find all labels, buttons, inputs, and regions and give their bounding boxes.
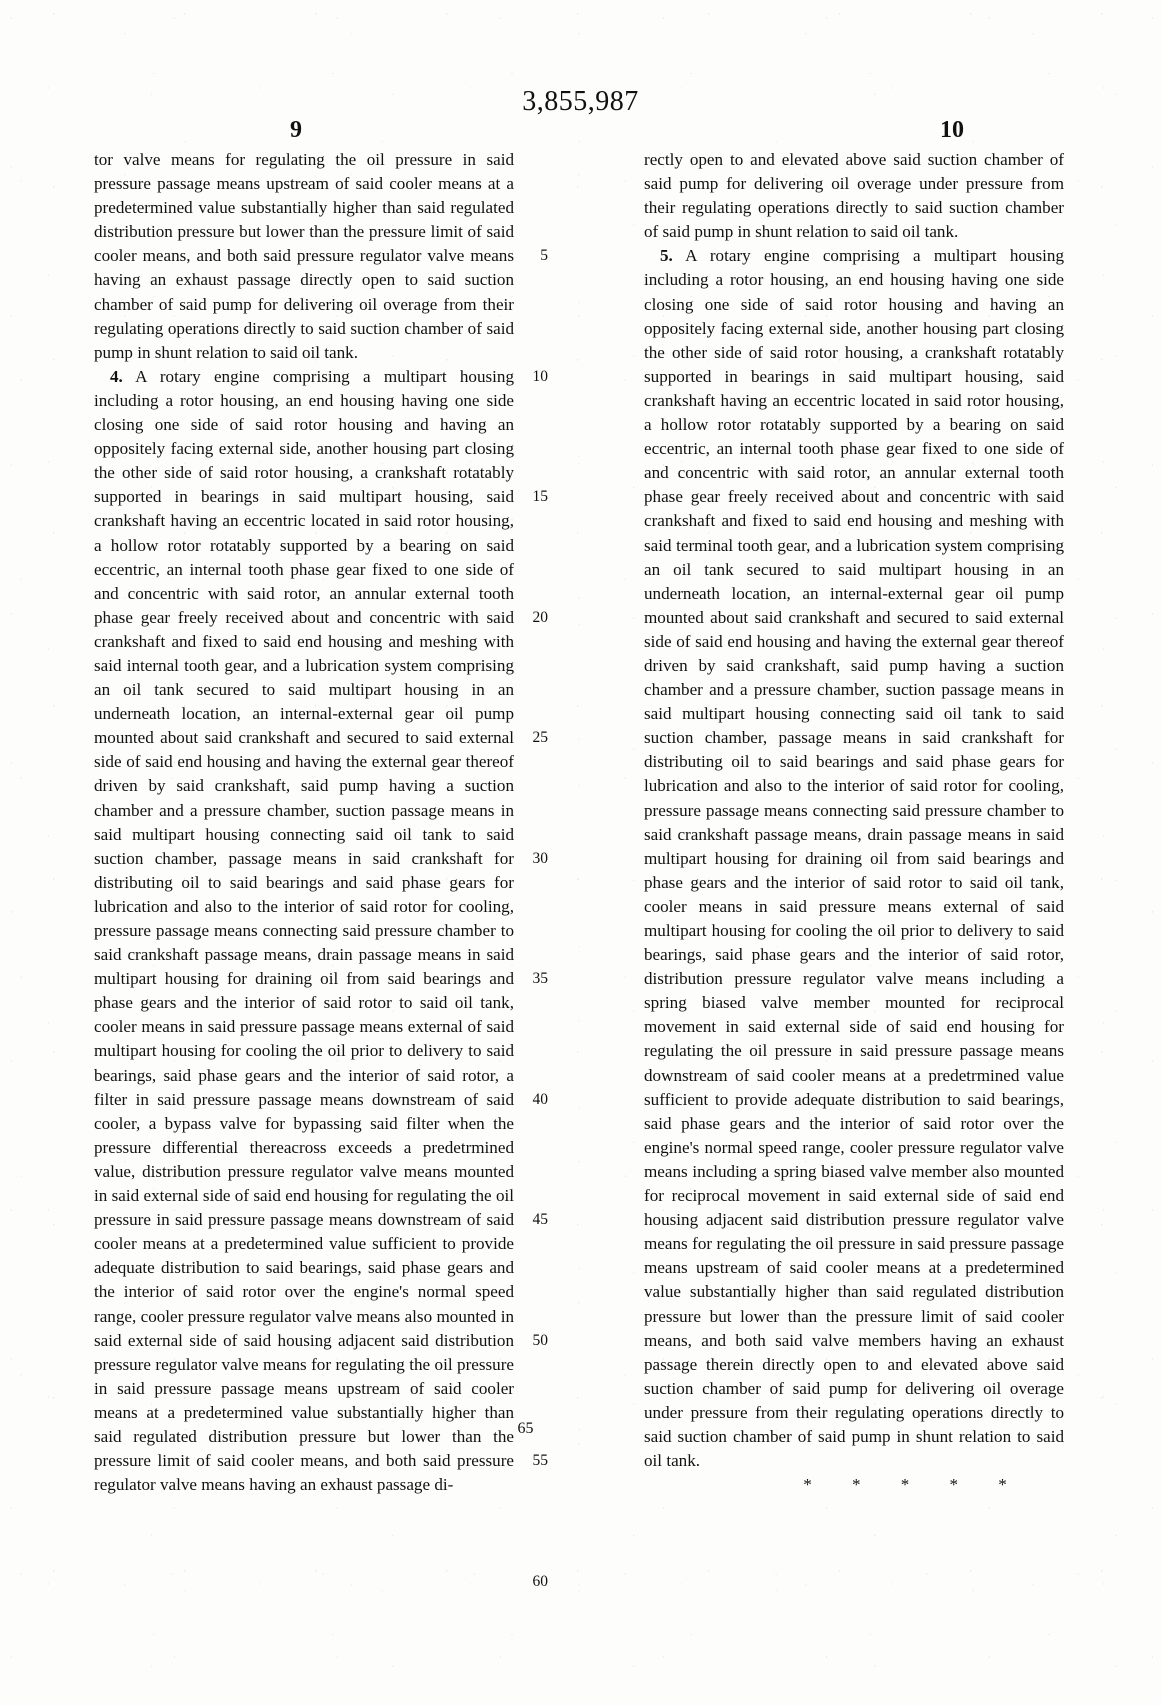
footer-line-number: 65 [517,1420,534,1437]
line-number: 30 [532,849,548,867]
claim-4-body: A rotary engine comprising a multipart housing including a rotor housing, an end housing having one side closing one side of said rotor housing and having an oppositely facing external side, another housing part closing the other side of said rotor housing, a crankshaft rotatably supported in bearings in said multipart housing, said crankshaft having an eccentric located in said rotor housing, a hollow rotor rotatably supported by a bearing on said eccentric, an internal tooth phase gear fixed to one side of and concentric with said rotor, an annular external tooth phase gear freely received about and concentric with said crankshaft and fixed to said end housing and meshing with said internal tooth gear, and a lubrication system comprising an oil tank secured to said multipart housing in an underneath location, an internal-external gear oil pump mounted about said crankshaft and secured to said external side of said end housing and having the external gear thereof driven by said crankshaft, said pump having a suction chamber and a pressure chamber, suction passage means in said multipart housing connecting said oil tank to said suction chamber, passage means in said crankshaft for distributing oil to said bearings and said phase gears for lubrication and also to the interior of said rotor for cooling, pressure passage means connecting said pressure chamber to said crankshaft passage means, drain passage means in said multipart housing for draining oil from said bearings and phase gears and the interior of said rotor to said oil tank, cooler means in said pressure passage means external of said multipart housing for cooling the oil prior to delivery to said bearings, said phase gears and the interior of said rotor, a filter in said pressure passage means downstream of said cooler, a bypass valve for bypassing said filter when the pressure differential thereacross exceeds a predetrmined value, distribution pressure regulator valve means mounted in said external side of said end housing for regulating the oil pressure in said pressure passage means downstream of said cooler means at a predetermined value sufficient to provide adequate distribution to said bearings, said phase gears and the interior of said rotor over the engine's normal speed range, cooler pressure regulator valve means also mounted in said external side of said housing adjacent said distribution pressure regulator valve means for regulating the oil pressure in said pressure passage means upstream of said cooler means at a predetermined value substantially higher than said regulated distribution pressure but lower than the pressure limit of said cooler means, and both said pressure regulator valve means having an exhaust passage di- [94,366,514,1495]
line-number: 5 [540,247,548,265]
line-number: 35 [532,970,548,988]
line-number: 50 [532,1331,548,1349]
line-number: 55 [532,1452,548,1470]
line-number: 20 [532,608,548,626]
column-right [644,148,1064,1497]
column-left [94,148,514,1497]
line-number: 60 [532,1572,548,1590]
page-footer [0,1420,1161,1438]
claim-4 [94,365,514,1497]
patent-number: 3,855,987 [522,86,639,117]
line-number: 25 [532,729,548,747]
text-columns [94,148,1064,1497]
line-number: 10 [532,367,548,385]
claim-5 [644,244,1064,1473]
right-paragraph-continuation: rectly open to and elevated above said suction chamber of said pump for delivering oil overage under pressure from their regulating operations directly to said suction chamber of said pump in shunt relation to said oil tank. [644,150,1064,242]
left-paragraph-continuation: tor valve means for regulating the oil pressure in said pressure passage means upstream of said cooler means at a predetermined value substantially higher than said regulated distribution pressure but lower than the pressure limit of said cooler means, and both said pressure regulator valve means having an exhaust passage directly open to said suction chamber of said pump for delivering oil overage from their regulating operations directly to said suction chamber of said pump in shunt relation to said oil tank. [94,150,514,362]
end-of-claims-marker: * * * * * [803,1475,1025,1495]
claim-5-number: 5. [660,246,673,266]
claim-5-body: A rotary engine comprising a multipart housing including a rotor housing, an end housing having one side closing one side of said rotor housing and having an oppositely facing external side, another housing part closing the other side of said rotor housing, a crankshaft rotatably supported in bearings in said multipart housing, said crankshaft having an eccentric located in said rotor housing, a hollow rotor rotatably supported by a bearing on said eccentric, an internal tooth phase gear fixed to one side of and concentric with said rotor, an annular external tooth phase gear freely received about and concentric with said crankshaft and fixed to said end housing and meshing with said terminal tooth gear, and a lubrication system comprising an oil tank secured to said multipart housing in an underneath location, an internal-external gear oil pump mounted about said crankshaft and secured to said external side of said end housing and having the external gear thereof driven by said crankshaft, said pump having a suction chamber and a pressure chamber, suction passage means in said multipart housing connecting said oil tank to said suction chamber, passage means in said crankshaft for distributing oil to said bearings and said phase gears for lubrication and also to the interior of said rotor for cooling, pressure passage means connecting said pressure chamber to said crankshaft passage means, drain passage means in said multipart housing for draining oil from said bearings and phase gears and the interior of said rotor to said oil tank, cooler means in said pressure means external of said multipart housing for cooling the oil prior to delivery to said bearings, said phase gears and the interior of said rotor, distribution pressure regulator valve means including a spring biased valve member mounted for reciprocal movement in said external side of said end housing for regulating the oil pressure in said pressure passage means downstream of said cooler means at a predetrmined value sufficient to provide adequate distribution to said bearings, said phase gears and the interior of said rotor over the engine's normal speed range, cooler pressure regulator valve means including a spring biased valve member also mounted for reciprocal movement in said external side of said end housing adjacent said distribution pressure regulator valve means for regulating the oil pressure in said pressure passage means upstream of said cooler means at a predetermined value substantially higher than said regulated distribution pressure but lower than the pressure limit of said cooler means, and both said valve members having an exhaust passage therein directly open to and elevated above said suction chamber of said pump for delivering oil overage under pressure from their regulating operations directly to said suction chamber of said pump in shunt relation to said oil tank. [644,246,1064,1471]
line-number: 15 [532,488,548,506]
line-number: 40 [532,1090,548,1108]
line-number: 45 [532,1211,548,1229]
column-number-left: 9 [290,117,302,143]
claim-4-number: 4. [110,366,123,386]
column-number-right: 10 [940,117,964,143]
